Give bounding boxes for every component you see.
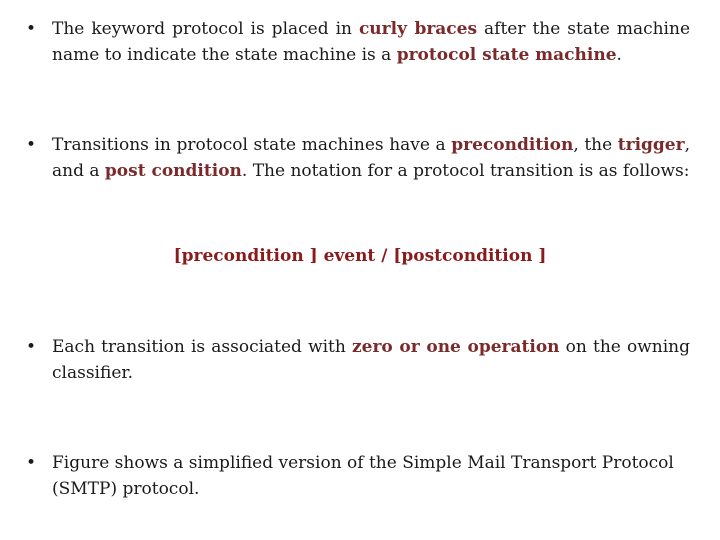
text-run: Transitions in protocol state machines have a [52,135,452,155]
highlight-curly-braces: curly braces [358,19,478,39]
bullet-text-2 [52,132,690,184]
transition-notation: [precondition ] event / [postcondition ] [173,246,547,266]
text-run: after the state machine name to indicate the state machine is a [52,19,690,65]
text-run: The keyword protocol is placed in [52,19,359,39]
bullet-dot: • [26,19,37,39]
bullet-dot: • [26,135,37,155]
highlight-precondition: precondition [451,135,574,155]
bullet-text-4 [52,450,690,502]
highlight-protocol-state-machine: protocol state machine [396,45,617,65]
text-run: , the [573,135,618,155]
bullet-dot: • [26,453,37,473]
bullet-dot: • [26,337,37,357]
highlight-zero-or-one-operation: zero or one operation [351,337,560,357]
text-run: Each transition is associated with [52,337,352,357]
bullet-item-1 [26,16,690,68]
text-run: . [616,45,622,65]
text-run: , and a [52,135,690,181]
highlight-post-condition: post condition [104,161,242,181]
highlight-trigger: trigger [617,135,685,155]
text-run: on the owning classifier. [52,337,690,383]
bullet-item-4 [26,450,690,502]
text-run: Figure shows a simplified version of the Simple Mail Transport Protocol (SMTP) protocol. [52,453,674,499]
bullet-item-2 [26,132,690,184]
bullet-text-1 [52,16,690,68]
text-run: . The notation for a protocol transition is as follows: [241,161,690,181]
bullet-text-3 [52,334,690,386]
bullet-item-3 [26,334,690,386]
